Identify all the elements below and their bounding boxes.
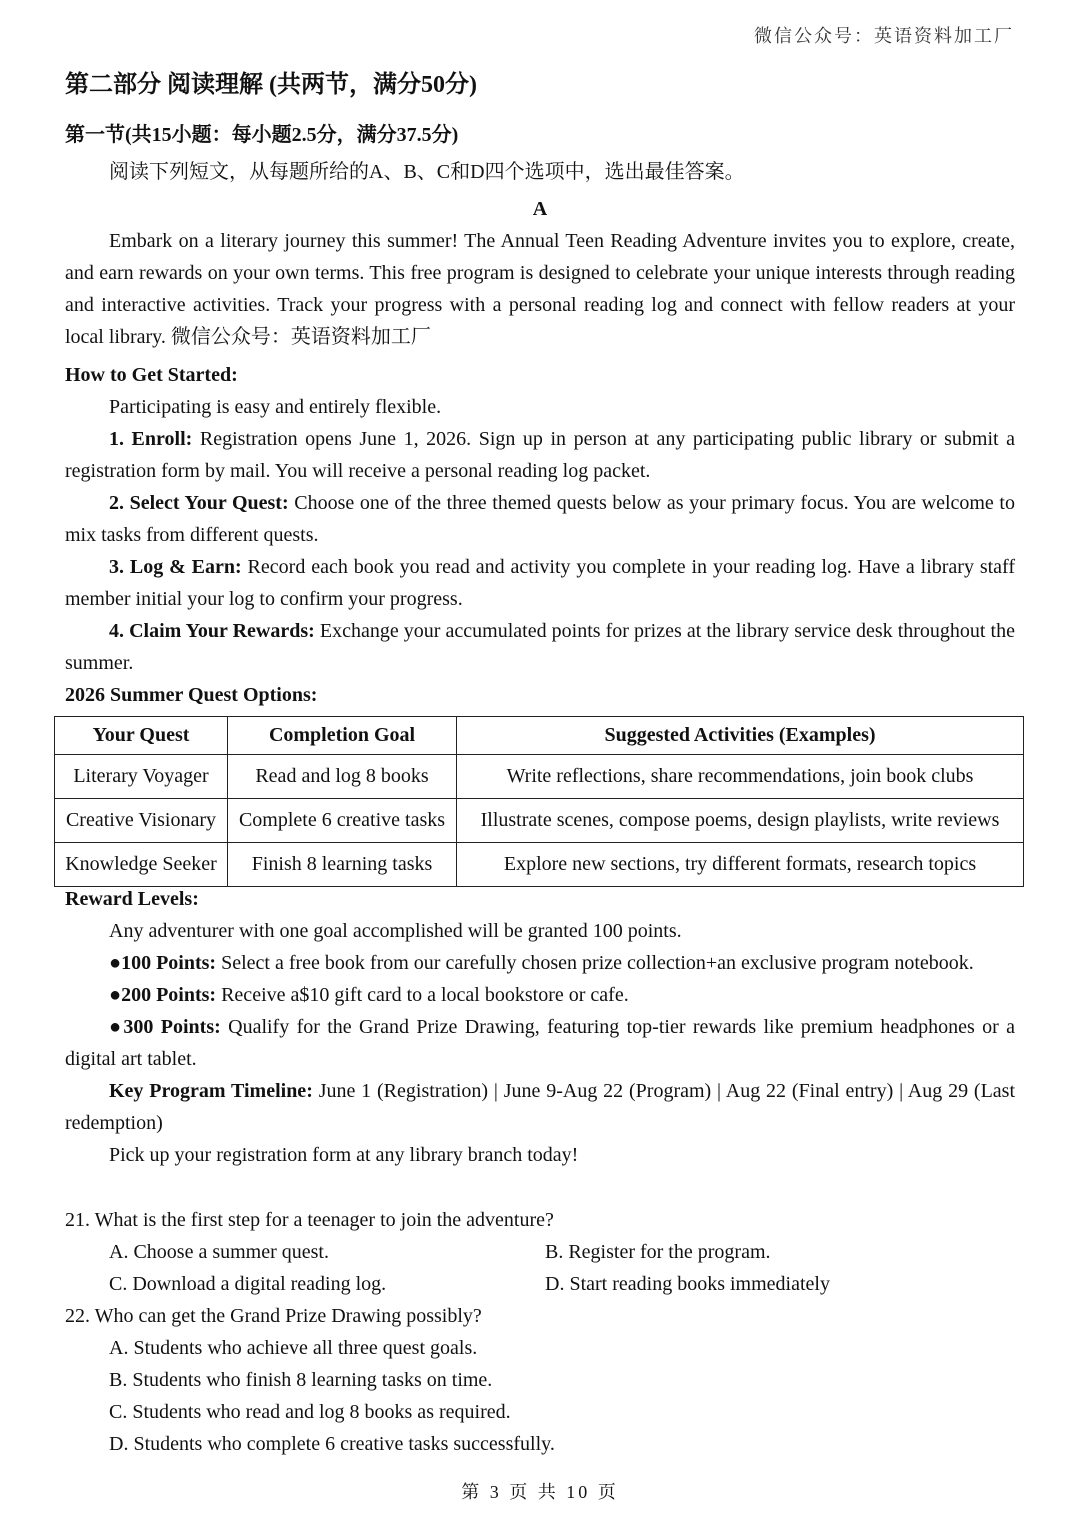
table-cell: Explore new sections, try different formats, research topics xyxy=(457,843,1024,887)
passage-letter: A xyxy=(532,198,548,220)
column-header: Suggested Activities (Examples) xyxy=(457,717,1024,755)
reward-text: Select a free book from our carefully chosen prize collection+an exclusive program notebook. xyxy=(216,952,974,974)
reward-level-200 xyxy=(65,979,1015,1011)
option: A. Choose a summer quest. xyxy=(109,1241,329,1263)
instructions: 阅读下列短文，从每题所给的A、B、C和D四个选项中，选出最佳答案。 xyxy=(109,161,745,183)
table-header-row xyxy=(55,717,1024,755)
step-4 xyxy=(65,615,1015,679)
table-cell: Literary Voyager xyxy=(55,755,228,799)
table-cell: Illustrate scenes, compose poems, design playlists, write reviews xyxy=(457,799,1024,843)
column-header: Your Quest xyxy=(55,717,228,755)
quest-options-table xyxy=(54,716,1024,887)
step-3 xyxy=(65,551,1015,615)
option: B. Register for the program. xyxy=(545,1241,771,1263)
option: C. Download a digital reading log. xyxy=(109,1273,387,1295)
option: B. Students who finish 8 learning tasks on time. xyxy=(109,1369,493,1391)
option-row xyxy=(65,1236,1015,1268)
get-started-section xyxy=(65,359,1015,711)
questions xyxy=(65,1204,1015,1460)
reward-text: Receive a$10 gift card to a local bookstore or cafe. xyxy=(216,984,629,1006)
step-text: Record each book you read and activity you complete in your reading log. Have a library staff member initial your log to confirm your progress. xyxy=(65,556,1016,610)
reward-level-100 xyxy=(65,947,1015,979)
table-row xyxy=(55,843,1024,887)
rewards-section xyxy=(65,883,1015,1171)
step-text: Choose one of the three themed quests below as your primary focus. You are welcome to mix tasks from different quests. xyxy=(65,492,1015,546)
step-text: Exchange your accumulated points for prizes at the library service desk throughout the summer. xyxy=(65,620,1015,674)
table-cell: Write reflections, share recommendations, join book clubs xyxy=(457,755,1024,799)
intro-paragraph: Embark on a literary journey this summer! The Annual Teen Reading Adventure invites you to explore, create, and earn rewards on your own terms. This free program is designed to celebrate your unique interests through reading and interactive activities. Track your progress with a personal reading log and connect with fellow readers at your local library. 微信公众号：英语资料加工厂 xyxy=(65,230,1015,348)
closing-line: Pick up your registration form at any library branch today! xyxy=(109,1144,579,1166)
option: D. Students who complete 6 creative tasks successfully. xyxy=(109,1433,555,1455)
table-cell: Creative Visionary xyxy=(55,799,228,843)
step-1 xyxy=(65,423,1015,487)
step-label: 3. Log & Earn: xyxy=(109,556,242,578)
timeline xyxy=(65,1075,1015,1139)
quest-options-heading: 2026 Summer Quest Options: xyxy=(65,684,318,706)
table-cell: Read and log 8 books xyxy=(228,755,457,799)
column-header: Completion Goal xyxy=(228,717,457,755)
option: A. Students who achieve all three quest goals. xyxy=(109,1337,478,1359)
timeline-text: June 1 (Registration) | June 9-Aug 22 (Program) | Aug 22 (Final entry) | Aug 29 (Last redemption) xyxy=(65,1080,1015,1134)
step-label: 1. Enroll: xyxy=(109,428,193,450)
option: C. Students who read and log 8 books as required. xyxy=(109,1401,511,1423)
part-title: 第二部分 阅读理解 (共两节，满分50分) xyxy=(65,72,477,98)
get-started-heading: How to Get Started: xyxy=(65,364,238,386)
reward-text: Qualify for the Grand Prize Drawing, featuring top-tier rewards like premium headphones or a digital art tablet. xyxy=(65,1016,1015,1070)
rewards-heading: Reward Levels: xyxy=(65,888,199,910)
page-number: 第 3 页 共 10 页 xyxy=(461,1482,619,1502)
step-label: 2. Select Your Quest: xyxy=(109,492,289,514)
question-stem: 21. What is the first step for a teenager to join the adventure? xyxy=(65,1209,554,1231)
step-2 xyxy=(65,487,1015,551)
reward-level-300 xyxy=(65,1011,1015,1075)
table-cell: Finish 8 learning tasks xyxy=(228,843,457,887)
reward-label: ●300 Points: xyxy=(109,1016,221,1038)
get-started-lead: Participating is easy and entirely flexible. xyxy=(109,396,442,418)
rewards-lead: Any adventurer with one goal accomplished will be granted 100 points. xyxy=(109,920,682,942)
table-cell: Knowledge Seeker xyxy=(55,843,228,887)
option-row xyxy=(65,1268,1015,1300)
question-stem: 22. Who can get the Grand Prize Drawing possibly? xyxy=(65,1305,482,1327)
table-row xyxy=(55,755,1024,799)
step-text: Registration opens June 1, 2026. Sign up in person at any participating public library or submit a registration form by mail. You will receive a personal reading log packet. xyxy=(65,428,1015,482)
reward-label: ●100 Points: xyxy=(109,952,217,974)
watermark: 微信公众号：英语资料加工厂 xyxy=(754,26,1014,46)
section-title: 第一节(共15小题：每小题2.5分，满分37.5分) xyxy=(65,124,459,146)
table-row xyxy=(55,799,1024,843)
option: D. Start reading books immediately xyxy=(545,1273,830,1295)
timeline-label: Key Program Timeline: xyxy=(109,1080,313,1102)
reward-label: ●200 Points: xyxy=(109,984,217,1006)
step-label: 4. Claim Your Rewards: xyxy=(109,620,315,642)
table-cell: Complete 6 creative tasks xyxy=(228,799,457,843)
